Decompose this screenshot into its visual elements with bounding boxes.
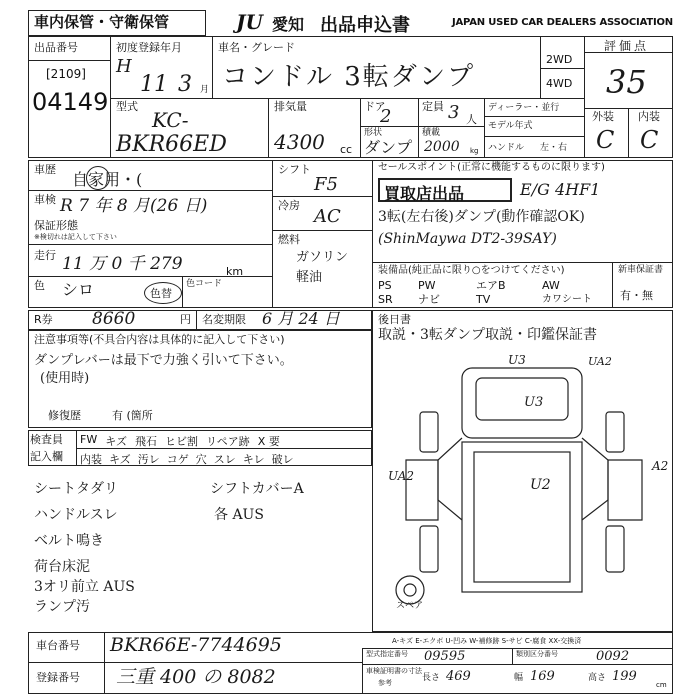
class-num-label: 類別区分番号: [516, 650, 558, 658]
inspector-note: ベルト鳴き: [34, 533, 104, 549]
ext-value: C: [596, 126, 615, 154]
inspection-label: 車検: [34, 193, 56, 206]
history-value: 自家用・(: [72, 170, 143, 189]
buyer-stamp: 買取店出品: [384, 184, 465, 203]
inspector-item: キズ: [109, 453, 131, 466]
inspector-note: 荷台床泥: [34, 559, 90, 575]
chassis-label: 車台番号: [36, 639, 80, 652]
load-label: 積載: [422, 128, 441, 138]
seats-unit: 人: [466, 113, 477, 126]
history-label: 車歴: [34, 163, 56, 176]
inspector-row-interior: [80, 451, 294, 467]
inspector-item: 破レ: [271, 453, 294, 466]
class-num-value: 0092: [596, 649, 630, 664]
inspector-note: シートタダリ: [34, 481, 118, 497]
drive-4wd: 4WD: [546, 77, 573, 90]
equip-item: PW: [418, 279, 436, 292]
inspector-note: 3オリ前立 AUS: [34, 579, 135, 595]
notes-title: 注意事項等(不具合内容は具体的に記入して下さい): [34, 333, 285, 346]
spare-hub: [404, 584, 416, 596]
inspector-item: ヒビ割: [165, 435, 198, 448]
right-panel: [608, 460, 642, 520]
new-warranty-label: 新車保証書: [618, 265, 664, 275]
equip-item: PS: [378, 279, 392, 292]
wheel-fl: [420, 412, 438, 452]
shift-value: F5: [314, 174, 338, 195]
lot-number: 04149: [32, 88, 109, 116]
spare-label: スペア: [396, 601, 424, 611]
score-value: 35: [606, 63, 647, 101]
docs-value: 取説・3転ダンプ取説・印鑑保証書: [378, 327, 598, 343]
lot-label: 出品番号: [34, 41, 78, 54]
inspector-item: 内装: [80, 453, 102, 466]
seats-label: 定員: [422, 100, 444, 113]
model-code: BKR66ED: [116, 132, 227, 157]
sales-label: セールスポイント(正常に機能するものに限ります): [378, 162, 605, 173]
name-label: 車名・グレード: [218, 41, 295, 54]
inspector-item: コゲ: [166, 453, 189, 466]
r-value: 8660: [92, 309, 136, 329]
r-label: R券: [34, 313, 53, 326]
name-change-value: 6 月 24 日: [262, 309, 340, 328]
preserve-label: 保証形態: [34, 219, 78, 232]
car-name: コンドル 3転ダンプ: [222, 62, 476, 92]
equip-item: ナビ: [418, 293, 440, 306]
windshield: [476, 378, 568, 420]
seats-value: 3: [448, 102, 460, 123]
damage-mark: A2: [652, 459, 669, 473]
r-unit: 円: [180, 313, 191, 326]
ext-label: 外装: [592, 110, 614, 123]
sales-line3: (ShinMaywa DT2-39SAY): [378, 231, 557, 247]
right-side: [582, 438, 608, 520]
damage-legend: A-キズ E-エクボ U-凹み W-補修跡 S-サビ C-腐食 XX-交換済: [392, 637, 582, 645]
plate-label: 登録番号: [36, 671, 80, 684]
dims-label: 車検証明書の寸法: [366, 667, 422, 675]
fuel-label: 燃料: [278, 233, 300, 246]
engine-value: E/G 4HF1: [520, 180, 601, 199]
inspector-note: ハンドルスレ: [34, 507, 118, 523]
name-change-label: 名変期限: [202, 313, 246, 326]
damage-mark: U3: [524, 395, 544, 410]
handle-label: ハンドル: [488, 143, 525, 153]
sales-line2: 3転(左右後)ダンプ(動作確認OK): [378, 209, 585, 225]
cc-unit: cc: [340, 143, 353, 156]
wheel-rl: [420, 526, 438, 572]
repair-label: 修復歴: [48, 409, 81, 422]
bed-inner: [474, 452, 570, 582]
color-change-circle: [144, 282, 182, 304]
storage-label: 車内保管・守衛保管: [34, 13, 170, 31]
color-code-label: 色コード: [186, 279, 223, 289]
inspector-item: FW: [80, 433, 98, 446]
inspector-note: ランプ汚: [34, 599, 90, 615]
length-value: 469: [446, 669, 471, 684]
new-warranty-value: 有・無: [620, 289, 653, 302]
int-value: C: [640, 126, 659, 154]
inspector-item: 穴: [195, 453, 207, 466]
inspector-sublabel: 記入欄: [30, 450, 63, 463]
model-year-label: モデル年式: [488, 121, 533, 131]
unit-cm: cm: [656, 681, 667, 689]
spare-tire: [396, 576, 424, 604]
load-value: 2000: [424, 139, 460, 155]
load-unit: kg: [470, 147, 479, 155]
type-num-value: 09595: [424, 649, 466, 664]
height-value: 199: [612, 669, 637, 684]
equip-item: AW: [542, 279, 560, 292]
shape-label: 形状: [364, 128, 383, 138]
dims-ref: 参考: [378, 679, 392, 687]
score-label: 評価点: [604, 39, 650, 53]
inspector-item: 汚レ: [137, 453, 160, 466]
inspector-item: スレ: [213, 453, 236, 466]
lot-sub: [2109]: [46, 67, 86, 81]
handle-value: 左・右: [540, 143, 568, 153]
drive-2wd: 2WD: [546, 53, 573, 66]
equip-item: カワシート: [542, 294, 592, 305]
fuel-value: ガソリン 軽油: [296, 250, 349, 285]
type-num-label: 型式指定番号: [366, 650, 408, 658]
inspector-item: リペア跡: [206, 435, 250, 448]
chassis-value: BKR66E-7744695: [110, 634, 282, 656]
cc-label: 排気量: [274, 100, 307, 113]
wheel-rr: [606, 526, 624, 572]
inspector-note: シフトカバーA: [210, 481, 304, 497]
aircon-label: 冷房: [278, 199, 300, 212]
equip-label: 装備品(純正品に限り○をつけてください): [378, 265, 565, 276]
plate-value: 三重 400 の 8082: [116, 666, 276, 688]
aircon-value: AC: [314, 206, 341, 227]
damage-mark: UA2: [588, 355, 612, 368]
form-title: 出品申込書: [320, 15, 410, 36]
dealer-label: ディーラー・並行: [488, 103, 560, 113]
width-label: 幅: [514, 673, 524, 683]
mileage-unit: km: [226, 265, 244, 278]
length-label: 長さ: [422, 673, 441, 683]
left-side: [438, 438, 462, 520]
equip-item: TV: [476, 293, 491, 306]
damage-mark: U3: [508, 353, 526, 367]
reg-month-unit: 月: [200, 85, 210, 95]
damage-mark: UA2: [388, 469, 415, 483]
color-label: 色: [34, 279, 45, 292]
inspector-note: 各 AUS: [214, 507, 264, 523]
docs-label: 後日書: [378, 313, 411, 326]
repair-value: 有 (箇所: [112, 409, 153, 422]
org-name: 愛知: [272, 15, 305, 34]
inspector-item: 飛石: [135, 435, 157, 448]
reg-year: 11: [140, 72, 168, 97]
preserve-sub: ※検切れは記入して下さい: [34, 233, 117, 241]
history-circle: [86, 166, 110, 190]
shift-label: シフト: [278, 163, 311, 176]
inspector-item: X 要: [257, 435, 280, 448]
reg-label: 初度登録年月: [116, 41, 182, 54]
reg-era: H: [116, 56, 132, 77]
notes-line1: ダンプレバーは最下で力強く引いて下さい。: [34, 353, 293, 368]
door-value: 2: [380, 106, 392, 127]
bed-outline: [462, 442, 582, 592]
color-change: 色替: [150, 287, 172, 300]
damage-mark: U2: [530, 477, 551, 493]
mileage-label: 走行: [34, 249, 56, 262]
inspection-value: R 7 年 8 月(26 日): [60, 196, 208, 216]
cc-value: 4300: [274, 130, 325, 154]
door-label: ドア: [364, 100, 386, 113]
int-label: 内装: [638, 110, 660, 123]
reg-month: 3: [178, 72, 192, 97]
color-value: シロ: [62, 280, 95, 299]
inspector-label: 検査員: [30, 433, 63, 446]
model-prefix: KC-: [152, 108, 189, 132]
truck-diagram: [380, 350, 670, 620]
notes-line2: (使用時): [40, 371, 90, 386]
ju-logo: JU: [236, 10, 263, 34]
mileage-value: 11 万 0 千 279: [62, 254, 183, 274]
inspector-row-exterior: [80, 433, 280, 449]
model-label: 型式: [116, 100, 138, 113]
association-name: JAPAN USED CAR DEALERS ASSOCIATION: [452, 17, 673, 28]
inspector-item: キズ: [105, 435, 127, 448]
width-value: 169: [530, 669, 555, 684]
equipment-grid: [378, 279, 610, 307]
inspector-item: キレ: [242, 453, 265, 466]
height-label: 高さ: [588, 673, 607, 683]
shape-value: ダンプ: [364, 138, 413, 157]
equip-item: SR: [378, 293, 393, 306]
equip-item: エアB: [476, 279, 506, 292]
wheel-fr: [606, 412, 624, 452]
